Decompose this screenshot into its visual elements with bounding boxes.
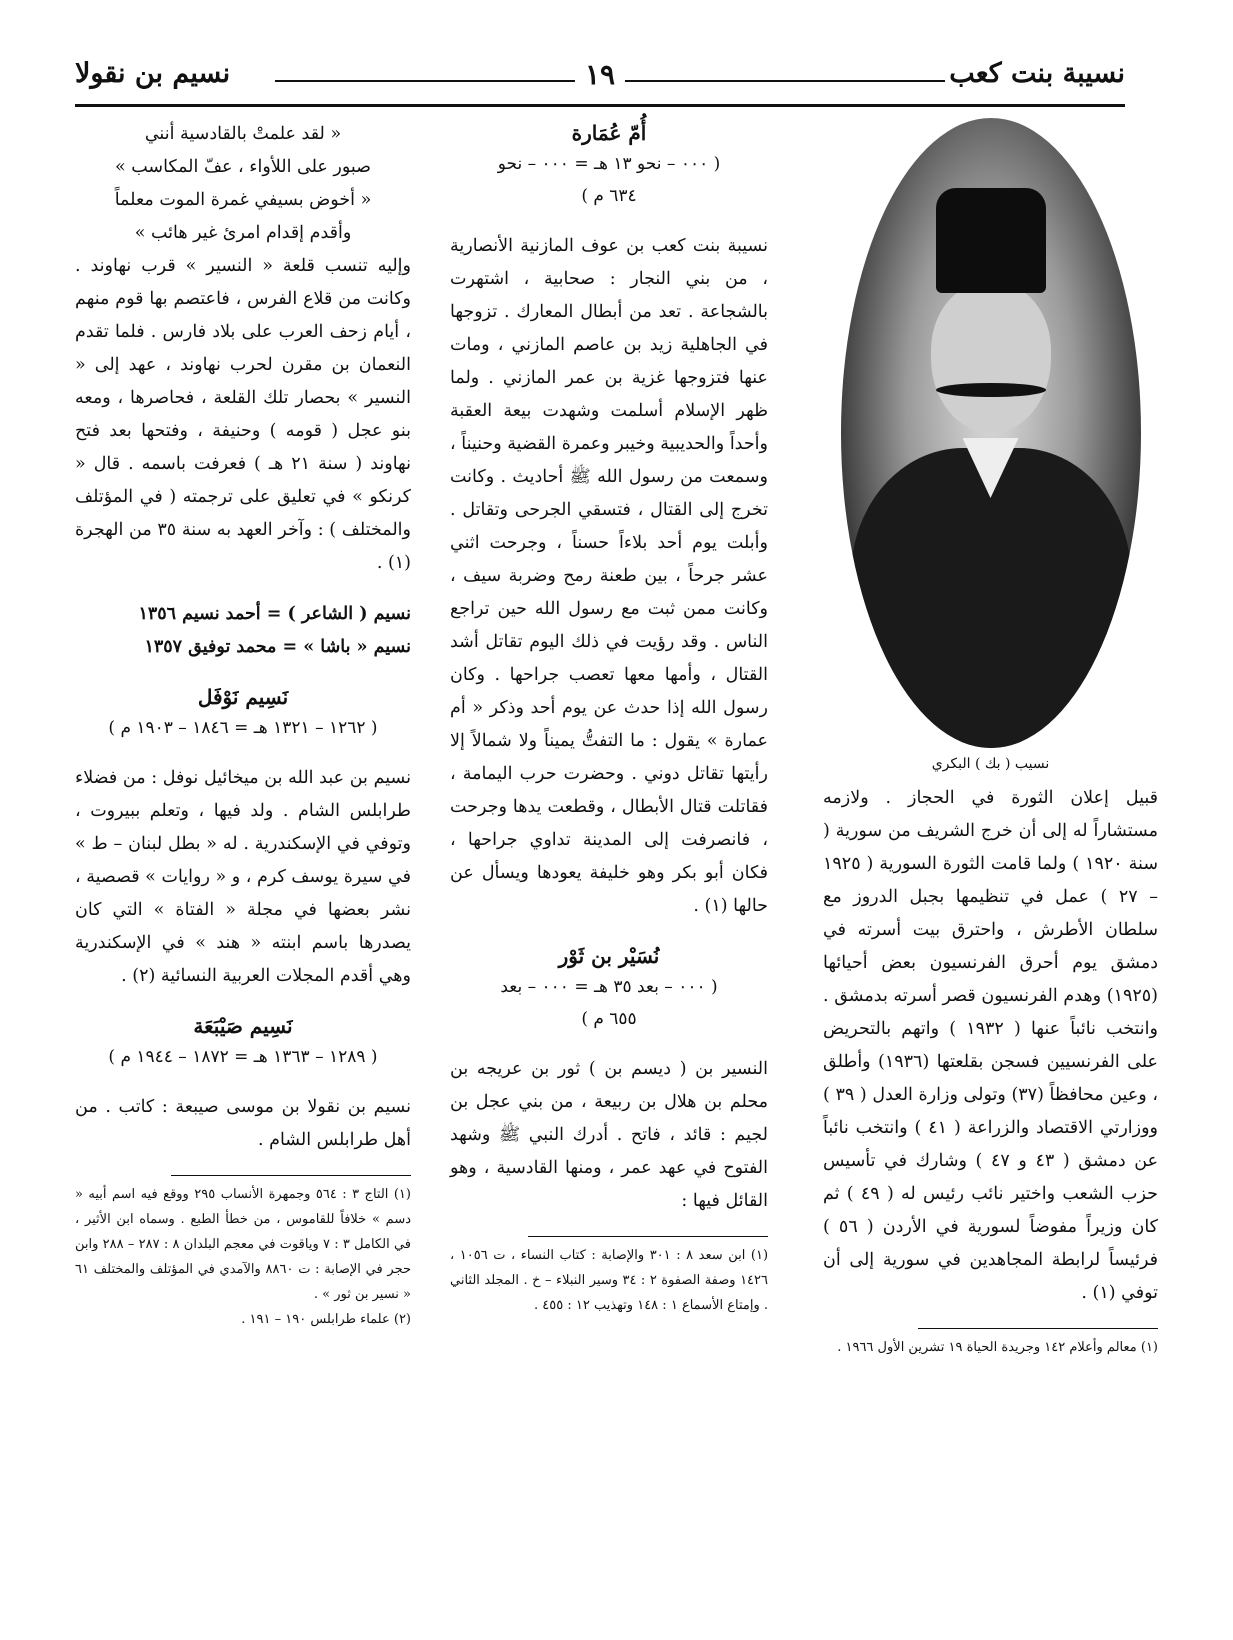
column-right [823,118,1158,1360]
entry-dates: ( ١٢٦٢ – ١٣٢١ هـ = ١٨٤٦ – ١٩٠٣ م ) [108,718,378,738]
page-header [75,58,1125,108]
footnote-rule [918,1328,1158,1329]
entry-dates: ( ٠٠٠ – بعد ٣٥ هـ = ٠٠٠ – بعد [500,977,718,997]
cross-reference: نسيم « باشا » = محمد توفيق ١٣٥٧ [144,637,411,657]
verse-line: « لقد علمتْ بالقادسية أنني [144,124,342,144]
verse-line: « أخوض بسيفي غمرة الموت معلماً [114,190,372,210]
entry-text: نسيم بن نقولا بن موسى صيبعة : كاتب . من أهل طرابلس الشام . [75,1097,411,1150]
entry-title: أُمّ عُمَارة [571,121,647,145]
entry-dates: ( ٠٠٠ – نحو ١٣ هـ = ٠٠٠ – نحو [497,154,721,174]
portrait-photo [841,118,1141,748]
verse-line: صبور على اللأواء ، عفّ المكاسب » [114,157,372,177]
entry-title: نَسِيم صَيْبَعَة [193,1014,293,1038]
column-left [75,118,411,1332]
footnote: (٢) علماء طرابلس ١٩٠ – ١٩١ . [241,1312,411,1327]
cross-reference: نسيم ( الشاعر ) = أحمد نسيم ١٣٥٦ [138,604,411,624]
entry-dates: ٦٥٥ م ) [581,1009,637,1029]
entry-title: نُسَيْر بن ثَوْر [558,944,660,968]
photo-moustache [936,383,1046,397]
photo-face [931,283,1051,433]
photo-caption: نسيب ( بك ) البكري [931,756,1050,772]
entry-text: نسيم بن عبد الله بن ميخائيل نوفل : من فضلاء طرابلس الشام . ولد فيها ، وتعلم ببيروت ، وتوفي في الإسكندرية . له « بطل لبنان – ط » في سيرة يوسف كرم ، و « روايات » قصصية ، نشر بعضها في مجلة « الفتاة » التي كان يصدرها باسم ابنته « هند » في الإسكندرية وهي أقدم المجلات العربية النسائية (٢) . [75,768,411,986]
entry-dates: ( ١٢٨٩ – ١٣٦٣ هـ = ١٨٧٢ – ١٩٤٤ م ) [108,1047,378,1067]
footnote-rule [528,1236,768,1237]
photo-fez [936,188,1046,293]
entry-title: نَسِيم نَوْفَل [197,685,289,709]
entry-dates: ٦٣٤ م ) [581,186,637,206]
page-number: ١٩ [575,58,625,91]
entry-text: نسيبة بنت كعب بن عوف المازنية الأنصارية ، من بني النجار : صحابية ، اشتهرت بالشجاعة . تعد من أبطال المعارك . تزوجها في الجاهلية زيد بن عاصم المازني ، ومات عنها فتزوجها غزية بن عمر المازني . ولما ظهر الإسلام أسلمت وشهدت بيعة العقبة وأحداً والحديبية وخيبر وعمرة القضية وحنيناً ، وسمعت من رسول الله ﷺ أحاديث . وكانت تخرج إلى القتال ، فتسقي الجرحى وتقاتل . وأبلت يوم أحد بلاءاً حسناً ، وجرحت اثني عشر جرحاً ، بين طعنة رمح وضربة سيف ، وكانت ممن ثبت مع رسول الله حين تراجع الناس . وقد رؤيت في ذلك اليوم تقاتل أشد القتال ، وأمها معها تعصب جراحها . وكان رسول الله إذا حدث عن يوم أحد وذكر « أم عمارة » يقول : ما التفتُّ يميناً ولا شمالاً إلا رأيتها تقاتل دوني . وحضرت حرب اليمامة ، فقاتلت قتال الأبطال ، وقطعت يدها وجرحت ، فانصرفت إلى المدينة تداوي جراحها ، فكان أبو بكر وهو خليفة يعودها ويسأل عن حالها (١) . [450,236,768,916]
column-middle [450,118,768,1318]
biography-paragraph: قبيل إعلان الثورة في الحجاز . ولازمه مستشاراً له إلى أن خرج الشريف من سورية ( سنة ١٩٢٠ ) ولما قامت الثورة السورية ( ١٩٢٥ – ٢٧ ) عمل في تنظيمها بجبل الدروز مع سلطان الأطرش ، واحترق بيت أسرته في دمشق يوم أحرق الفرنسيون بعض أحيائها (١٩٢٥) وهدم الفرنسيون قصر أسرته بدمشق . وانتخب نائباً عنها ( ١٩٣٢ ) واتهم بالتحريض على الفرنسيين فسجن بقلعتها (١٩٣٦) وأطلق ، وعين محافظاً (٣٧) وتولى وزارة العدل ( ٣٩ ) ووزارتي الاقتصاد والزراعة ( ٤١ ) وانتخب نائباً عن دمشق ( ٤٣ و ٤٧ ) وشارك في تأسيس حزب الشعب واختير نائب رئيس له ( ٤٩ ) ثم كان وزيراً مفوضاً لسورية في الأردن ( ٥٦ ) فرئيساً لرابطة المجاهدين في سورية إلى أن توفي (١) . [823,788,1159,1303]
footnote-rule [171,1175,411,1176]
footnote: (١) ابن سعد ٨ : ٣٠١ والإصابة : كتاب النساء ، ت ١٠٥٦ ، ١٤٢٦ وصفة الصفوة ٢ : ٣٤ وسير النبلاء – خ . المجلد الثاني . وإمتاع الأسماع ١ : ١٤٨ وتهذيب ١٢ : ٤٥٥ . [450,1248,769,1313]
header-rule [75,104,1125,107]
footnote: (١) معالم وأعلام ١٤٢ وجريدة الحياة ١٩ تشرين الأول ١٩٦٦ . [837,1340,1158,1355]
entry-text: النسير بن ( ديسم بن ) ثور بن عريجه بن محلم بن هلال بن ربيعة ، من بني عجل بن لجيم : قائد ، فاتح . أدرك النبي ﷺ وشهد الفتوح في عهد عمر ، ومنها القادسية ، وهو القائل فيها : [450,1059,768,1211]
verse-line: وأقدم إقدام امرئ غير هائب » [134,223,352,243]
entry-text: وإليه تنسب قلعة « النسير » قرب نهاوند . وكانت من قلاع الفرس ، فاعتصم بها قوم منهم ، أيام زحف العرب على بلاد فارس . فلما تقدم النعمان بن مقرن لحرب نهاوند ، عهد إلى « النسير » بحصار تلك القلعة ، فحاصرها ، ومعه بنو عجل ( قومه ) وحنيفة ، وفتحها بعد فتح نهاوند ( سنة ٢١ هـ ) فعرفت باسمه . قال « كرنكو » في تعليق على ترجمته ( في المؤتلف والمختلف ) : وآخر العهد به سنة ٣٥ من الهجرة (١) . [75,256,412,573]
footnote: (١) التاج ٣ : ٥٦٤ وجمهرة الأنساب ٢٩٥ ووقع فيه اسم أبيه « دسم » خلافاً للقاموس ، من خطأ الطبع . وسماه ابن الأثير ، في الكامل ٣ : ٧ وياقوت في معجم البلدان ٨ : ٢٨٧ – ٢٨٨ وابن حجر في الإصابة : ت ٨٨٦٠ والآمدي في المؤتلف والمختلف ٦١ « نسير بن ثور » . [75,1187,411,1302]
running-title-left: نسيم بن نقولا [75,58,231,89]
running-title-right: نسيبة بنت كعب [949,58,1125,89]
